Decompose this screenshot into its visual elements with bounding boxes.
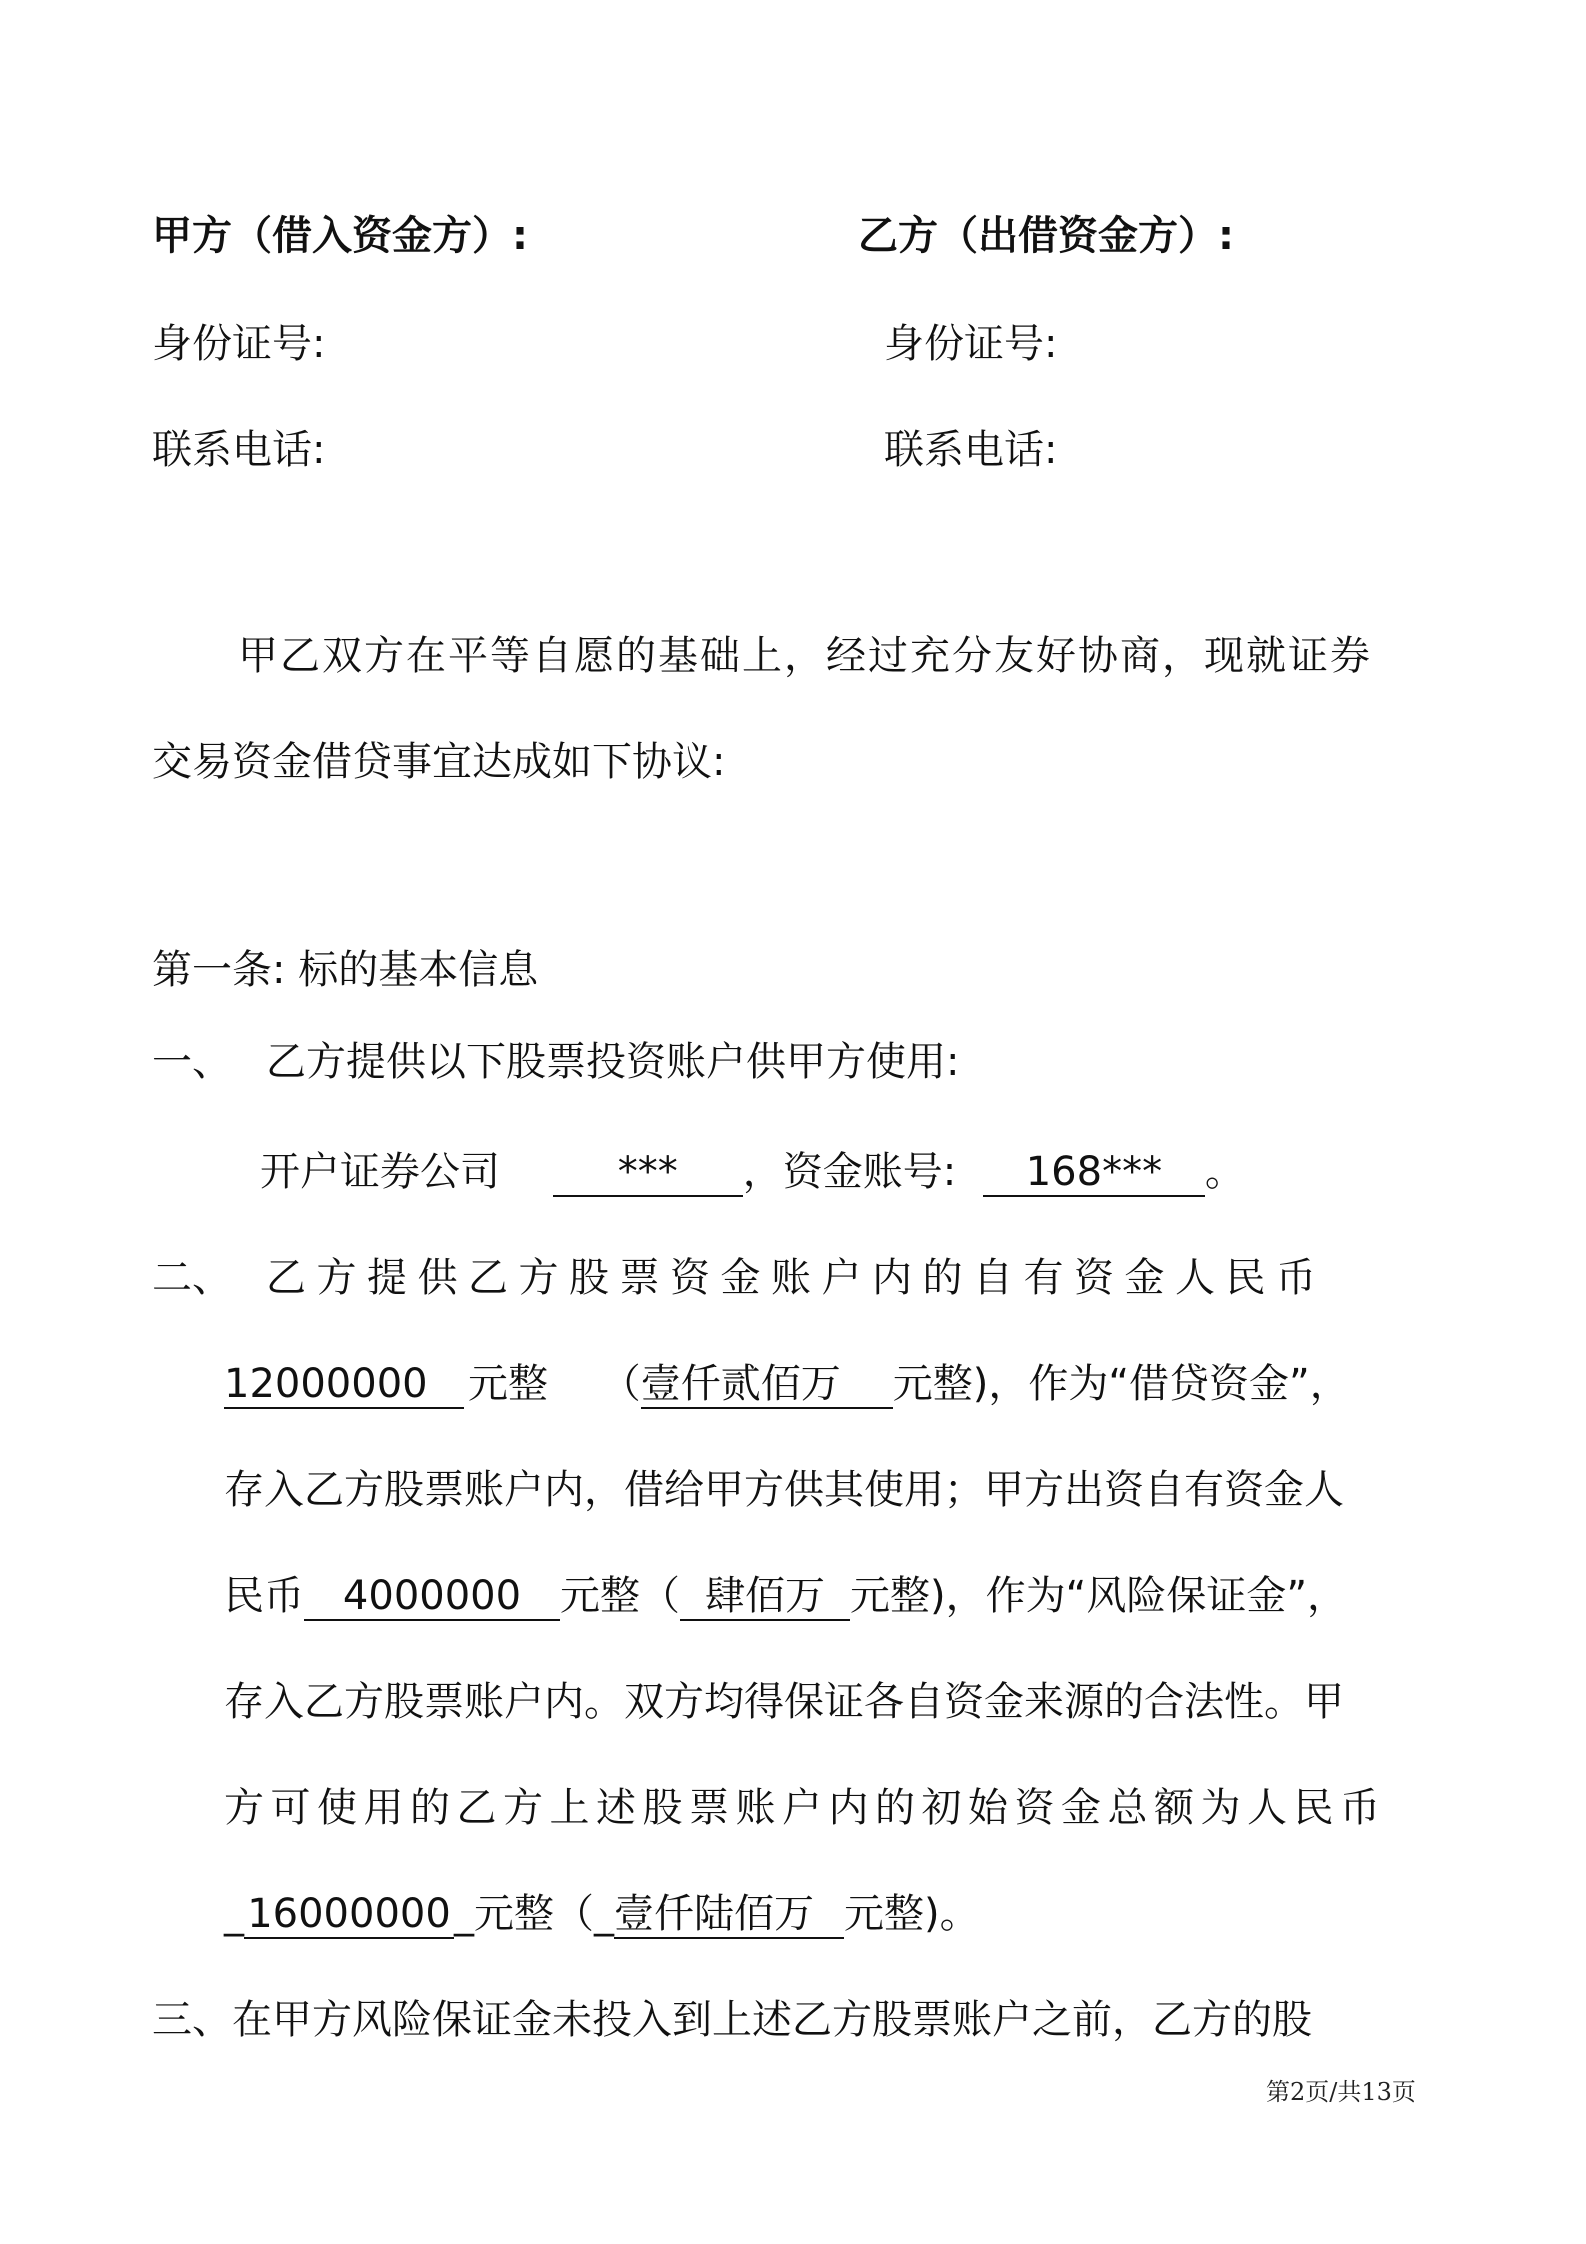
total-prefix: _ xyxy=(224,1891,244,1937)
item-2-line-4 xyxy=(224,1570,1347,1622)
party-a-id-label: 身份证号: xyxy=(152,321,326,367)
party-b-title: 乙方（出借资金方）: xyxy=(858,213,1234,259)
risk-amount-words-field: 肆佰万 xyxy=(680,1573,850,1621)
item-2-line-1 xyxy=(152,1252,1410,1304)
article-1-heading: 第一条: 标的基本信息 xyxy=(152,947,539,993)
intro-line-1-text: 甲乙双方在平等自愿的基础上，经过充分友好协商，现就证券 xyxy=(238,633,1372,679)
risk-amount-field: 4000000 xyxy=(304,1573,560,1621)
risk-tail: 元整)，作为“风险保证金”， xyxy=(850,1573,1348,1619)
item-1-text: 乙方提供以下股票投资账户供甲方使用: xyxy=(266,1039,960,1085)
item-2-line-3: 存入乙方股票账户内，借给甲方供其使用；甲方出资自有资金人 xyxy=(224,1467,1344,1513)
total-mid: _元整（ xyxy=(454,1891,594,1937)
loan-amount-words-field: 壹仟贰佰万 xyxy=(641,1361,893,1409)
loan-tail: 元整)，作为“借贷资金”， xyxy=(892,1361,1350,1407)
account-label: ，资金账号: xyxy=(742,1149,957,1195)
item-2-line-7 xyxy=(224,1888,980,1940)
item-2-number: 二、 xyxy=(152,1255,232,1301)
company-value-field: *** xyxy=(553,1149,743,1197)
loan-amount-field: 12000000 xyxy=(224,1361,464,1409)
item-1 xyxy=(152,1036,959,1088)
company-label: 开户证券公司 xyxy=(260,1149,500,1195)
account-value-field: 168*** xyxy=(983,1149,1205,1197)
party-b-id-label: 身份证号: xyxy=(884,321,1058,367)
intro-line-2: 交易资金借贷事宜达成如下协议: xyxy=(152,739,726,785)
account-line xyxy=(260,1146,1245,1198)
item-2-line-6 xyxy=(224,1782,1387,1834)
item-2-line-5: 存入乙方股票账户内。双方均得保证各自资金来源的合法性。甲 xyxy=(224,1679,1344,1725)
item-2-line-1-text: 乙方提供乙方股票资金账户内的自有资金人民币 xyxy=(266,1255,1327,1301)
intro-line-1 xyxy=(238,630,1410,682)
item-3-line-1: 三、在甲方风险保证金未投入到上述乙方股票账户之前，乙方的股 xyxy=(152,1997,1312,2043)
item-2-line-6-text: 方可使用的乙方上述股票账户内的初始资金总额为人民币 xyxy=(224,1785,1387,1831)
total-tail: 元整)。 xyxy=(844,1891,980,1937)
party-b-phone-label: 联系电话: xyxy=(884,427,1058,473)
total-words-prefix: _ xyxy=(594,1891,614,1937)
party-a-phone-label: 联系电话: xyxy=(152,427,326,473)
item-2-line-2 xyxy=(224,1358,1350,1410)
total-amount-field: 16000000 xyxy=(244,1891,454,1939)
risk-yuan-zheng: 元整（ xyxy=(560,1573,680,1619)
page-number: 第2页/共13页 xyxy=(1266,2078,1416,2106)
loan-paren-open: （ xyxy=(600,1361,641,1407)
loan-yuan-zheng: 元整 xyxy=(468,1361,548,1407)
item-1-number: 一、 xyxy=(152,1039,232,1085)
party-a-title: 甲方（借入资金方）: xyxy=(152,213,528,259)
total-amount-words-field: 壹仟陆佰万 xyxy=(614,1891,844,1939)
account-line-end: 。 xyxy=(1204,1149,1245,1195)
rmb-label: 民币 xyxy=(224,1573,304,1619)
